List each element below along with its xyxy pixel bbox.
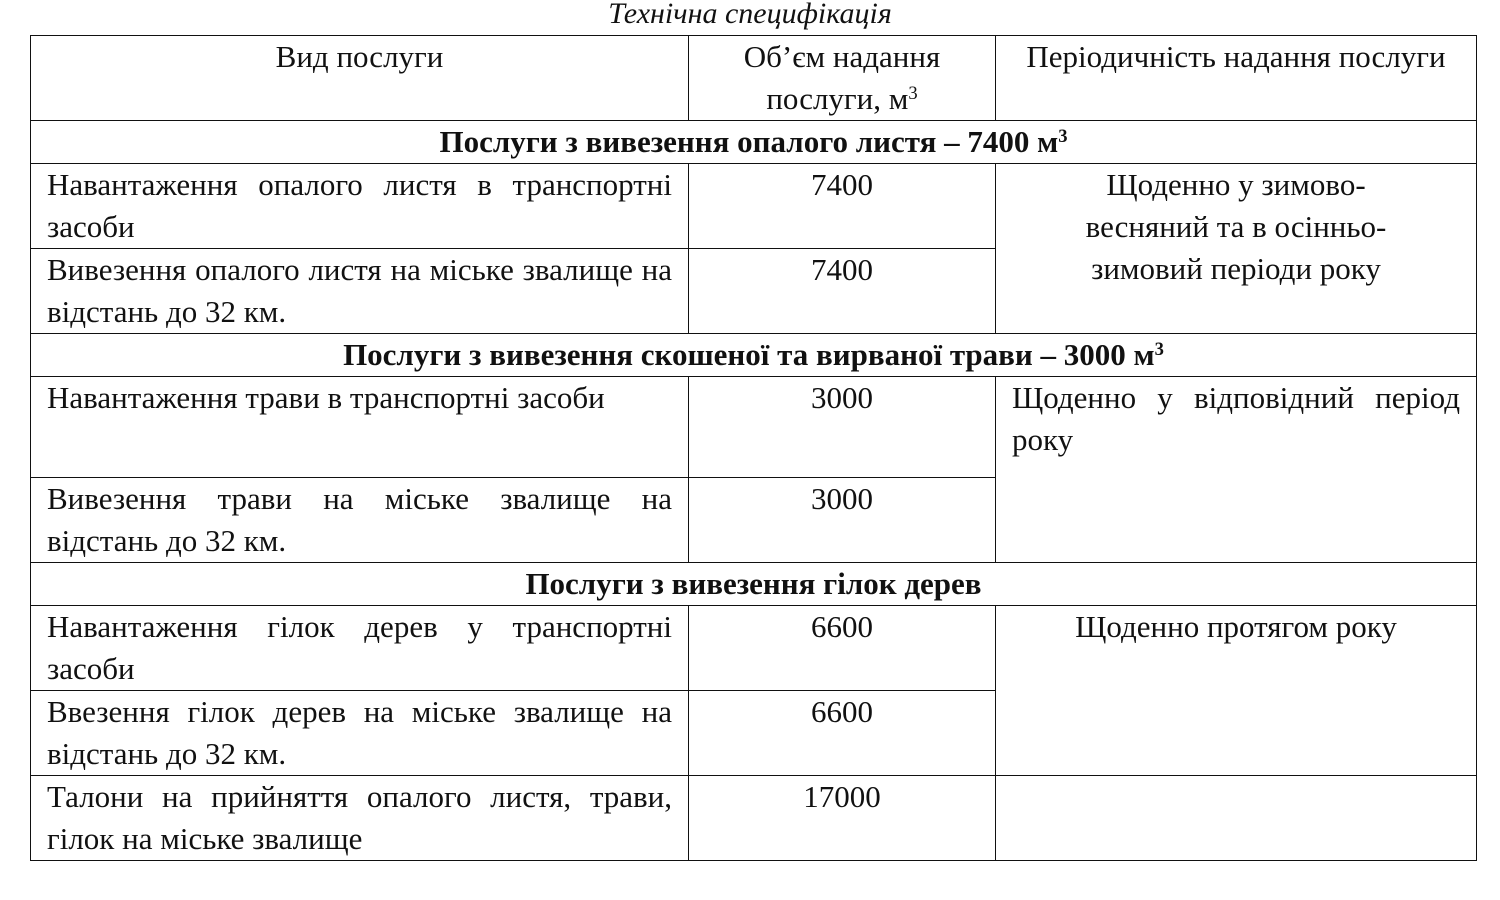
volume-cell: 6600 xyxy=(689,691,996,776)
volume-cell: 7400 xyxy=(689,249,996,334)
table-row xyxy=(31,606,1477,691)
header-volume: Об’єм надання послуги, $м^3$ xyxy=(689,36,996,121)
service-cell: Ввезення гілок дерев на міське звалище на відстань до 32 км. xyxy=(31,691,689,776)
document-title: Технічна специфікація xyxy=(608,0,892,30)
specification-table xyxy=(30,35,1477,861)
volume-cell: 3000 xyxy=(689,478,996,563)
service-cell: Навантаження трави в транспортні засоби xyxy=(31,377,689,478)
service-cell: Вивезення опалого листя на міське звалище на відстань до 32 км. xyxy=(31,249,689,334)
service-cell: Навантаження гілок дерев у транспортні засоби xyxy=(31,606,689,691)
periodicity-cell: Щоденно протягом року xyxy=(996,606,1477,776)
header-service-type: Вид послуги xyxy=(31,36,689,121)
section-heading-branches: Послуги з вивезення гілок дерев xyxy=(31,563,1477,606)
table-row-coupons xyxy=(31,776,1477,861)
periodicity-cell xyxy=(996,776,1477,861)
service-cell: Вивезення трави на міське звалище на відстань до 32 км. xyxy=(31,478,689,563)
table-row xyxy=(31,377,1477,478)
section-heading-leaves: Послуги з вивезення опалого листя – 7400 $м^3$ xyxy=(31,121,1477,164)
header-row xyxy=(31,36,1477,121)
header-periodicity: Періодичність надання послуги xyxy=(996,36,1477,121)
section-heading-grass: Послуги з вивезення скошеної та вирваної трави – 3000 $м^3$ xyxy=(31,334,1477,377)
volume-cell: 6600 xyxy=(689,606,996,691)
service-cell: Талони на прийняття опалого листя, трави, гілок на міське звалище xyxy=(31,776,689,861)
service-cell: Навантаження опалого листя в транспортні засоби xyxy=(31,164,689,249)
volume-cell: 3000 xyxy=(689,377,996,478)
table-row xyxy=(31,164,1477,249)
periodicity-cell: Щоденно у зимово-весняний та в осінньо-зимовий періоди року xyxy=(996,164,1477,334)
periodicity-cell: Щоденно у відповідний період року xyxy=(996,377,1477,563)
volume-cell: 7400 xyxy=(689,164,996,249)
volume-cell: 17000 xyxy=(689,776,996,861)
